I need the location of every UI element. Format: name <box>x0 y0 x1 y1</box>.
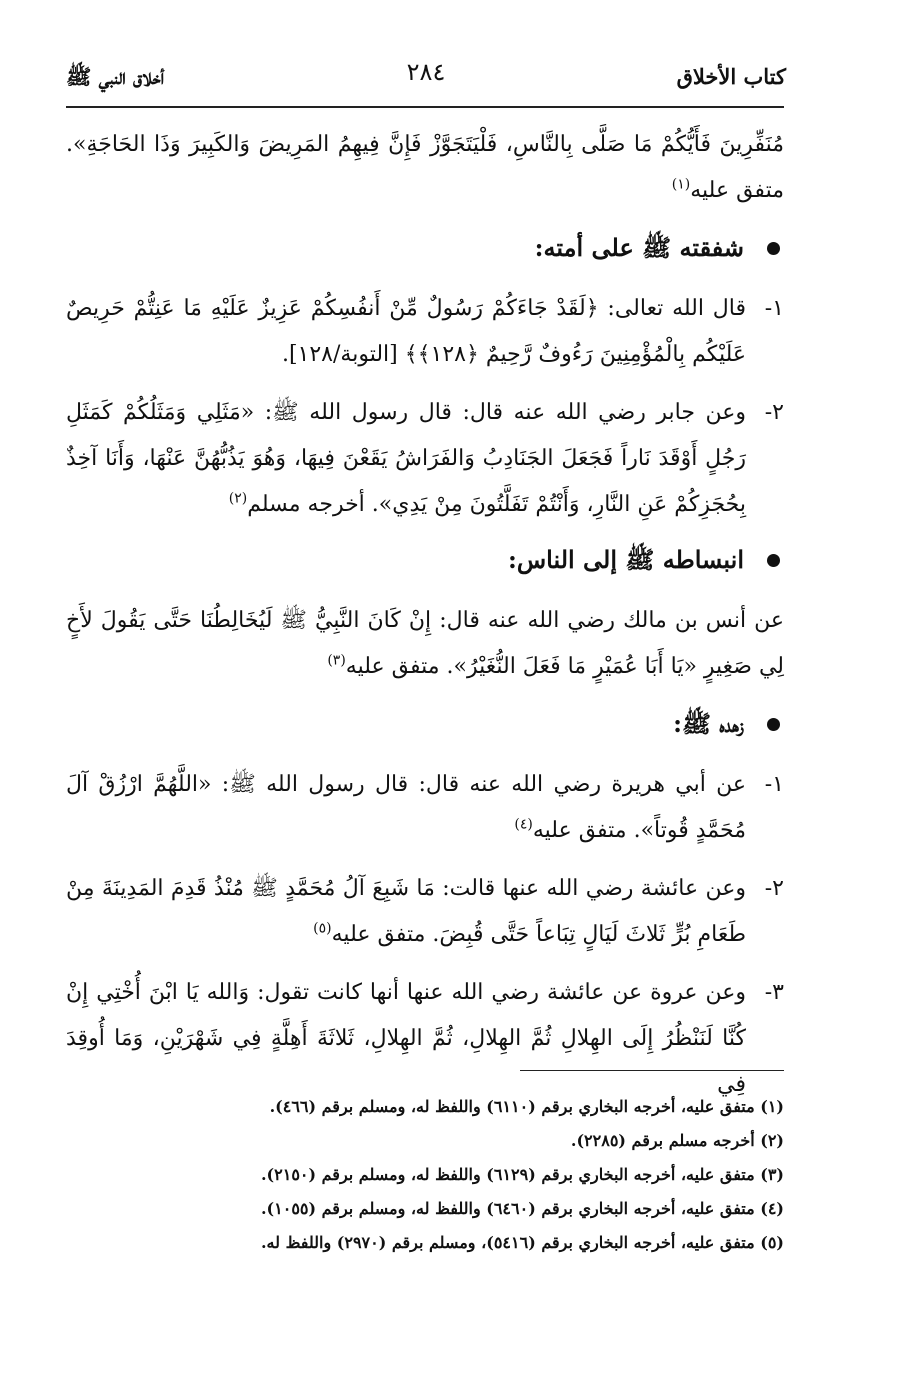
section-paragraph <box>66 598 784 690</box>
footnote: (١) متفق عليه، أخرجه البخاري برقم (٦١١٠) واللفظ له، ومسلم برقم (٤٦٦). <box>269 1097 784 1116</box>
item-number: ١- <box>764 296 784 321</box>
bullet-icon <box>767 242 780 255</box>
main-text <box>66 122 784 1120</box>
section-heading-asceticism <box>66 704 784 744</box>
footnote-divider <box>520 1070 784 1071</box>
item-number: ٢- <box>764 876 784 901</box>
section-heading-compassion <box>66 228 784 268</box>
item-text: عن أبي هريرة رضي الله عنه قال: قال رسول الله ﷺ: «اللَّهُمَّ ارْزُقْ آلَ مُحَمَّدٍ قُوتاً». متفق عليه <box>66 772 746 843</box>
footnote-ref: (٣) <box>327 652 346 669</box>
intro-paragraph <box>66 122 784 214</box>
heading-text: شفقته ﷺ على أمته: <box>534 233 744 262</box>
running-header <box>66 58 786 98</box>
footnote: (٣) متفق عليه، أخرجه البخاري برقم (٦١٢٩) واللفظ له، ومسلم برقم (٢١٥٠). <box>260 1165 784 1184</box>
footnote-ref: (٤) <box>514 816 533 833</box>
footnote: (٢) أخرجه مسلم برقم (٢٢٨٥). <box>570 1131 784 1150</box>
list-item <box>66 866 784 958</box>
footnote: (٤) متفق عليه، أخرجه البخاري برقم (٦٤٦٠) واللفظ له، ومسلم برقم (١٠٥٥). <box>260 1199 784 1218</box>
footnote-ref: (٢) <box>228 490 248 507</box>
intro-text: مُنَفِّرِينَ فَأَيُّكُمْ مَا صَلَّى بِالنَّاسِ، فَلْيَتَجَوَّزْ فَإِنَّ فِيهِمُ المَرِيضَ وَالكَبِيرَ وَذَا الحَاجَةِ». متفق عليه <box>66 132 784 203</box>
chapter-title: أخلاق النبي ﷺ <box>66 64 165 89</box>
book-title: كتاب الأخلاق <box>676 64 786 89</box>
list-item <box>66 390 784 528</box>
list-item <box>66 286 784 378</box>
bullet-icon <box>767 718 780 731</box>
paragraph-text: عن أنس بن مالك رضي الله عنه قال: إِنْ كَانَ النَّبِيُّ ﷺ لَيُخَالِطُنَا حَتَّى يَقُولَ لأَخٍ لِي صَغِيرٍ «يَا أَبَا عُمَيْرٍ مَا فَعَلَ النُّغَيْرُ». متفق عليه <box>66 608 784 679</box>
item-text: وعن جابر رضي الله عنه قال: قال رسول الله ﷺ: «مَثَلِي وَمَثَلُكُمْ كَمَثَلِ رَجُلٍ أَوْقَدَ نَاراً فَجَعَلَ الجَنَادِبُ وَالفَرَاشُ يَقَعْنَ فِيهَا، وَهُوَ يَذُبُّهُنَّ عَنْهَا، وَأَنَا آخِذٌ بِحُجَزِكُمْ عَنِ النَّارِ، وَأَنْتُمْ تَفَلَّتُونَ مِنْ يَدِي». أخرجه مسلم <box>66 400 746 517</box>
list-item <box>66 970 784 1108</box>
heading-text: انبساطه ﷺ إلى الناس: <box>507 545 744 574</box>
footnote-ref: (١) <box>671 176 691 193</box>
item-text: وعن عائشة رضي الله عنها قالت: مَا شَبِعَ آلُ مُحَمَّدٍ ﷺ مُنْذُ قَدِمَ المَدِينَةَ مِنْ طَعَامِ بُرٍّ ثَلاثَ لَيَالٍ تِبَاعاً حَتَّى قُبِضَ. متفق عليه <box>66 876 746 947</box>
item-text: وعن عروة عن عائشة رضي الله عنها أنها كانت تقول: وَالله يَا ابْنَ أُخْتِي إِنْ كُنَّا لَنَنْظُرُ إِلَى الهِلالِ ثُمَّ الهِلالِ، ثُمَّ الهِلالِ، ثَلاثَةَ أَهِلَّةٍ فِي شَهْرَيْنِ، وَمَا أُوقِدَ فِي <box>66 980 746 1097</box>
list-item <box>66 762 784 854</box>
page-number: ٢٨٤ <box>406 58 446 86</box>
item-number: ٢- <box>764 400 784 425</box>
header-divider <box>66 106 784 108</box>
item-number: ١- <box>764 772 784 797</box>
footnotes <box>66 1090 784 1260</box>
item-number: ٣- <box>764 980 784 1005</box>
footnote: (٥) متفق عليه، أخرجه البخاري برقم (٥٤١٦)، ومسلم برقم (٢٩٧٠) واللفظ له. <box>260 1233 784 1252</box>
bullet-icon <box>767 554 780 567</box>
footnote-ref: (٥) <box>313 920 332 937</box>
heading-text: زهده ﷺ: <box>673 709 744 738</box>
item-text: قال الله تعالى: ﴿لَقَدْ جَاءَكُمْ رَسُولٌ مِّنْ أَنفُسِكُمْ عَزِيزٌ عَلَيْهِ مَا عَنِتُّمْ حَرِيصٌ عَلَيْكُم بِالْمُؤْمِنِينَ رَءُوفٌ رَّحِيمٌ ﴿١٢٨﴾﴾ [التوبة/١٢٨]. <box>66 296 746 367</box>
section-heading-sociability <box>66 540 784 580</box>
